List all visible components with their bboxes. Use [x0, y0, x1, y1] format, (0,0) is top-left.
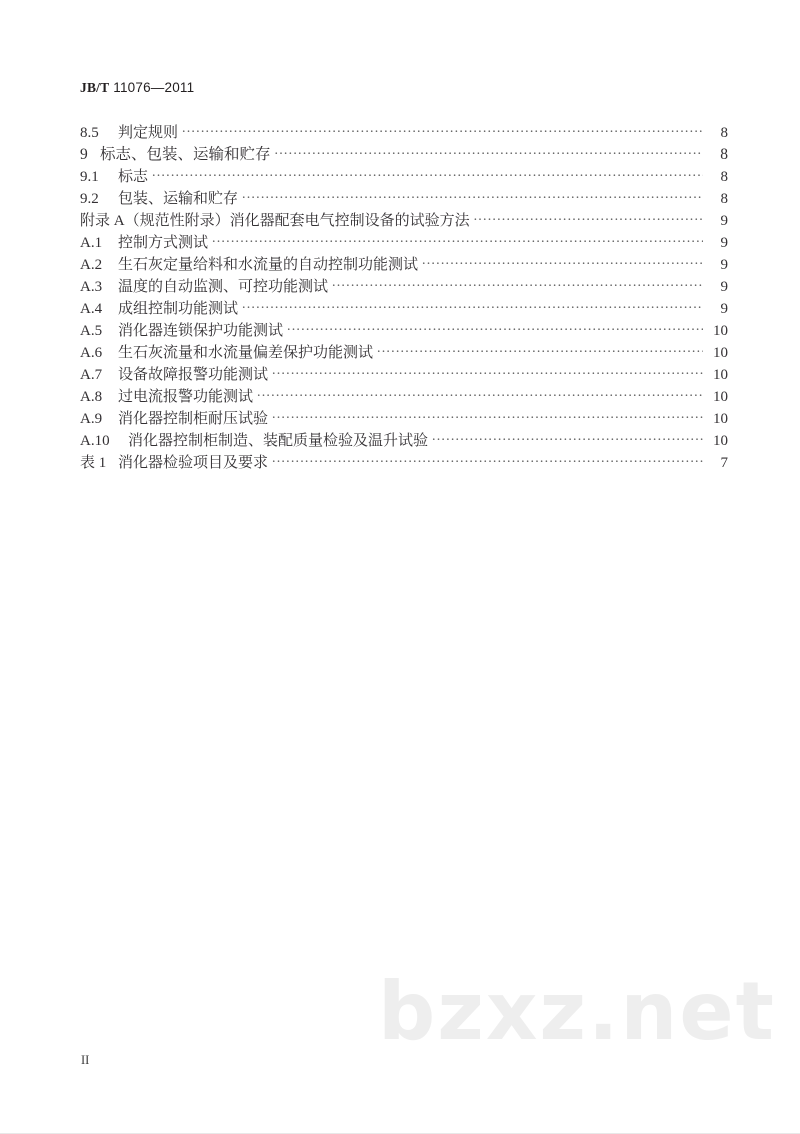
toc-entry-page: 8	[720, 125, 728, 141]
toc-entry-title: 标志	[118, 169, 149, 185]
toc-entry-number: A.3	[80, 279, 103, 295]
running-header	[80, 80, 194, 96]
toc-entry-number: 9.1	[80, 169, 99, 185]
toc-entry-title: 标志、包装、运输和贮存	[100, 146, 271, 163]
site-watermark: bzxz.net	[378, 965, 776, 1058]
toc-dot-leader	[377, 343, 703, 357]
toc-entry-page: 9	[720, 213, 728, 229]
toc-entry-number: 8.5	[80, 125, 99, 141]
toc-entry-title: 消化器控制柜制造、装配质量检验及温升试验	[128, 433, 429, 449]
toc-entry-page: 8	[720, 169, 728, 185]
toc-entry-number: 9	[80, 146, 88, 163]
toc-dot-leader	[287, 321, 703, 335]
toc-entry-number: A.5	[80, 323, 103, 339]
toc-entry[interactable]	[80, 386, 728, 408]
toc-entry-title: 包装、运输和贮存	[118, 191, 239, 207]
toc-entry[interactable]	[80, 254, 728, 276]
toc-dot-leader	[432, 431, 703, 445]
toc-entry[interactable]	[80, 144, 728, 166]
toc-entry-page: 10	[713, 389, 728, 405]
toc-entry-number: 9.2	[80, 191, 99, 207]
toc-entry[interactable]	[80, 430, 728, 452]
standard-number: 11076—2011	[113, 80, 195, 95]
toc-entry-page: 8	[720, 191, 728, 207]
toc-entry-title: 消化器连锁保护功能测试	[118, 323, 284, 339]
toc-entry-title: 设备故障报警功能测试	[118, 367, 269, 383]
toc-entry-number: A.2	[80, 257, 103, 273]
toc-entry-number: A.10	[80, 433, 110, 449]
toc-entry-page: 10	[713, 345, 728, 361]
toc-entry-title: 生石灰流量和水流量偏差保护功能测试	[118, 345, 374, 361]
toc-entry-title: 消化器配套电气控制设备的试验方法	[229, 213, 470, 229]
toc-dot-leader	[272, 409, 703, 423]
toc-entry-title: 判定规则	[118, 125, 179, 141]
toc-entry-number: A.9	[80, 411, 103, 427]
toc-dot-leader	[272, 365, 703, 379]
toc-entry-title: 控制方式测试	[118, 235, 209, 251]
toc-entry-title: 消化器控制柜耐压试验	[118, 411, 269, 427]
toc-entry-page: 9	[720, 301, 728, 317]
toc-entry[interactable]	[80, 122, 728, 144]
toc-entry-number: A.1	[80, 235, 103, 251]
toc-entry[interactable]	[80, 342, 728, 364]
page-folio: II	[81, 1053, 90, 1067]
toc-dot-leader	[257, 387, 703, 401]
toc-entry-page: 9	[720, 235, 728, 251]
toc-dot-leader	[332, 277, 703, 291]
toc-entry[interactable]	[80, 232, 728, 254]
toc-entry-number: A.6	[80, 345, 103, 361]
toc-dot-leader	[422, 255, 703, 269]
toc-entry-page: 10	[713, 433, 728, 449]
toc-entry-page: 9	[720, 279, 728, 295]
toc-entry-title: 生石灰定量给料和水流量的自动控制功能测试	[118, 257, 419, 273]
toc-entry-page: 10	[713, 411, 728, 427]
toc-entry-title: 过电流报警功能测试	[118, 389, 254, 405]
toc-entry-page: 8	[720, 146, 728, 163]
toc-entry[interactable]	[80, 408, 728, 430]
toc-dot-leader	[182, 123, 703, 137]
toc-entry[interactable]	[80, 166, 728, 188]
toc-entry-title: 成组控制功能测试	[118, 301, 239, 317]
toc-entry[interactable]	[80, 210, 728, 232]
toc-dot-leader	[272, 453, 703, 467]
toc-entry-title: 温度的自动监测、可控功能测试	[118, 279, 329, 295]
toc-entry[interactable]	[80, 276, 728, 298]
toc-entry-number: A.4	[80, 301, 103, 317]
toc-dot-leader	[474, 211, 703, 225]
toc-entry-number: 表 1	[80, 455, 107, 471]
toc-entry[interactable]	[80, 320, 728, 342]
toc-entry[interactable]	[80, 452, 728, 474]
toc-entry-number: 附录 A（规范性附录）	[80, 213, 230, 229]
toc-entry-page: 7	[720, 455, 728, 471]
toc-dot-leader	[212, 233, 703, 247]
standard-prefix: JB/T	[80, 80, 110, 95]
toc-dot-leader	[242, 189, 703, 203]
toc-entry-page: 9	[720, 257, 728, 273]
toc-entry-number: A.8	[80, 389, 103, 405]
toc-entry-title: 消化器检验项目及要求	[118, 455, 269, 471]
toc-entry-page: 10	[713, 323, 728, 339]
toc-dot-leader	[242, 299, 703, 313]
toc-entry[interactable]	[80, 188, 728, 210]
table-of-contents	[80, 122, 728, 474]
toc-dot-leader	[152, 167, 703, 181]
toc-entry-page: 10	[713, 367, 728, 383]
toc-entry[interactable]	[80, 298, 728, 320]
toc-dot-leader	[275, 145, 703, 159]
toc-entry-number: A.7	[80, 367, 103, 383]
toc-entry[interactable]	[80, 364, 728, 386]
